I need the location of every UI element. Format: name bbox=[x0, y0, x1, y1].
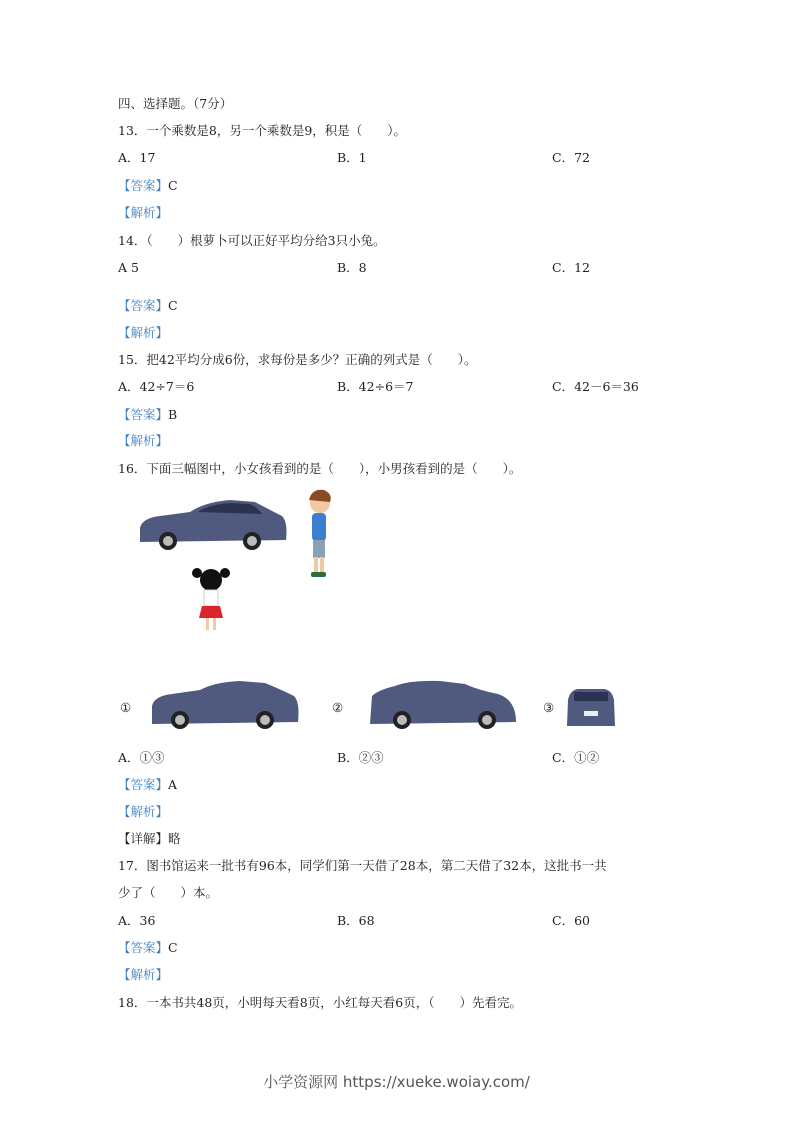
answer-value: A bbox=[168, 777, 178, 792]
q14-option-a: A 5 bbox=[118, 260, 139, 275]
q16-analysis-tag: 【解析】 bbox=[118, 804, 169, 819]
q16-option-b: B．②③ bbox=[337, 750, 384, 765]
q17-option-b: B．68 bbox=[337, 913, 375, 928]
q13-option-b: B．1 bbox=[337, 150, 367, 165]
detail-tag: 【详解】 bbox=[118, 831, 169, 846]
q15-analysis-tag: 【解析】 bbox=[118, 433, 169, 448]
answer-tag: 【答案】 bbox=[118, 178, 169, 193]
boy-figure bbox=[309, 490, 331, 577]
figure-label-1: ① bbox=[120, 700, 132, 715]
q16-detail bbox=[118, 831, 181, 847]
question-18-stem: 18．一本书共48页，小明每天看8页，小红每天看6页，（ ）先看完。 bbox=[118, 995, 522, 1010]
detail-value: 略 bbox=[168, 831, 181, 846]
q16-option-c: C．①② bbox=[552, 750, 600, 765]
q15-option-a: A．42÷7＝6 bbox=[118, 379, 195, 394]
q15-option-c: C．42－6＝36 bbox=[552, 379, 639, 394]
q17-answer bbox=[118, 940, 178, 956]
answer-tag: 【答案】 bbox=[118, 298, 169, 313]
question-15-stem: 15．把42平均分成6份，求每份是多少？正确的列式是（ ）。 bbox=[118, 352, 477, 367]
q14-analysis-tag: 【解析】 bbox=[118, 325, 169, 340]
question-14-stem: 14．（ ）根萝卜可以正好平均分给3只小兔。 bbox=[118, 233, 386, 248]
footer-watermark: 小学资源网 https://xueke.woiay.com/ bbox=[263, 1073, 530, 1091]
view-2-car-side-facing-left bbox=[370, 681, 516, 729]
section-title: 四、选择题。（7分） bbox=[118, 96, 233, 111]
question-17-stem-line2: 少了（ ）本。 bbox=[118, 885, 219, 900]
figure-label-3: ③ bbox=[543, 700, 555, 715]
answer-value: C bbox=[168, 298, 178, 313]
q16-answer bbox=[118, 777, 177, 793]
q17-option-a: A．36 bbox=[118, 913, 156, 928]
answer-value: C bbox=[168, 940, 178, 955]
q13-option-a: A．17 bbox=[118, 150, 156, 165]
figure-label-2: ② bbox=[332, 700, 344, 715]
q13-option-c: C．72 bbox=[552, 150, 590, 165]
q14-option-c: C．12 bbox=[552, 260, 590, 275]
car-side-view-scene bbox=[140, 500, 287, 550]
girl-figure bbox=[192, 568, 230, 630]
question-16-stem: 16．下面三幅图中，小女孩看到的是（ ），小男孩看到的是（ ）。 bbox=[118, 461, 522, 476]
q17-analysis-tag: 【解析】 bbox=[118, 967, 169, 982]
answer-value: B bbox=[168, 407, 178, 422]
q13-analysis-tag: 【解析】 bbox=[118, 205, 169, 220]
answer-tag: 【答案】 bbox=[118, 777, 169, 792]
question-13-stem: 13．一个乘数是8，另一个乘数是9，积是（ ）。 bbox=[118, 123, 407, 138]
question-17-stem: 17．图书馆运来一批书有96本，同学们第一天借了28本，第二天借了32本，这批书一共 bbox=[118, 858, 607, 873]
view-3-car-front bbox=[567, 689, 615, 726]
q17-option-c: C．60 bbox=[552, 913, 590, 928]
answer-value: C bbox=[168, 178, 178, 193]
q15-option-b: B．42÷6＝7 bbox=[337, 379, 414, 394]
answer-tag: 【答案】 bbox=[118, 407, 169, 422]
q14-option-b: B．8 bbox=[337, 260, 367, 275]
view-1-car-side-facing-right bbox=[152, 681, 299, 729]
answer-tag: 【答案】 bbox=[118, 940, 169, 955]
q16-option-a: A．①③ bbox=[118, 750, 165, 765]
